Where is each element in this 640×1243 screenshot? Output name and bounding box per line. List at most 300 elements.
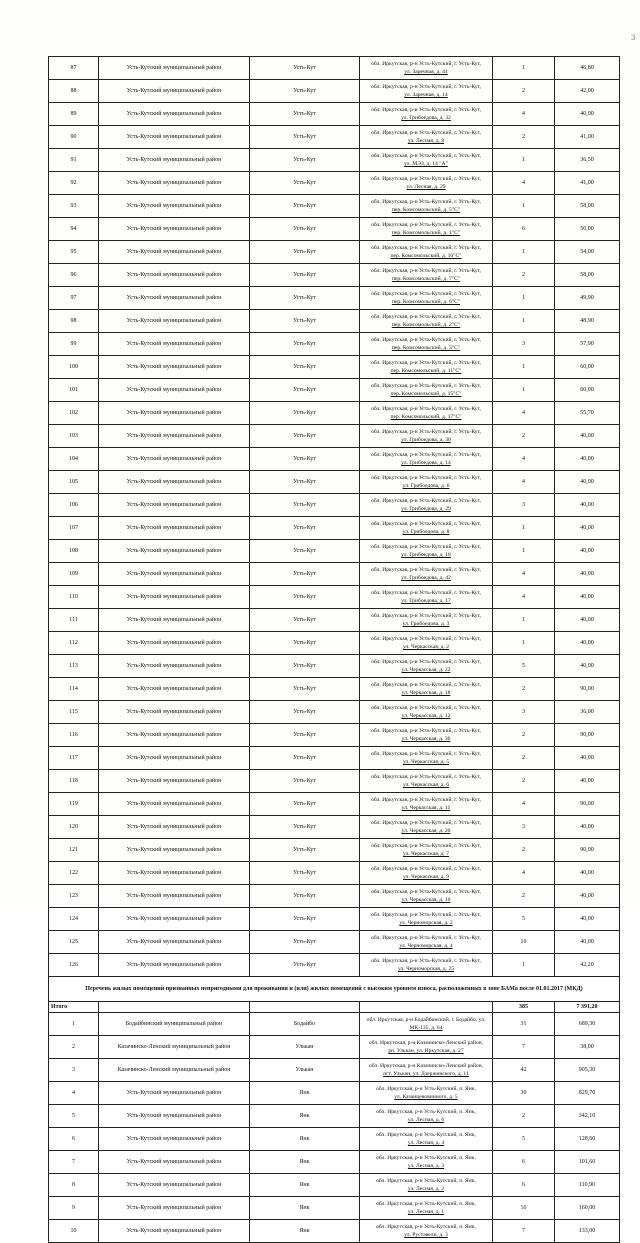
total-area: 7 391,20 [555, 1002, 620, 1013]
address-line: обл. Иркутская, р-н Бодайбинский, г. Бодайбо, ул. [366, 1017, 486, 1023]
district-cell: Усть-Кутский муниципальный район [99, 540, 250, 563]
residents-count-cell: 4 [493, 103, 555, 126]
address-line: обл. Иркутская, р-н Усть-Кутский, г. Усть-Кут, [371, 774, 481, 780]
total-empty-cell [360, 1002, 493, 1013]
locality-cell: Янк [250, 1082, 360, 1105]
table-row [49, 954, 620, 977]
address-line: обл. Иркутская, р-н Усть-Кутский, г. Усть-Кут, [371, 153, 481, 159]
row-number: 97 [49, 287, 99, 310]
locality-cell: Усть-Кут [250, 310, 360, 333]
locality-cell: Янк [250, 1220, 360, 1243]
address-line: обл. Иркутская, р-н Усть-Кутский, г. Усть-Кут, [371, 843, 481, 849]
address-cell [360, 1197, 493, 1220]
registry-section-block [49, 977, 620, 1013]
address-street: МК-135, д. 64 [409, 1025, 443, 1031]
residents-count-cell: 1 [493, 149, 555, 172]
address-line: обл. Иркутская, р-н Казачинско-Ленский район, [368, 1040, 484, 1046]
address-street: ул. Казанцевовинного, д. 5 [394, 1094, 458, 1100]
area-cell: 40,00 [555, 517, 620, 540]
address-line: обл. Иркутская, р-н Усть-Кутский, г. Усть-Кут, [371, 360, 481, 366]
locality-cell: Усть-Кут [250, 540, 360, 563]
area-cell: 40,00 [555, 885, 620, 908]
residents-count-cell: 3 [493, 333, 555, 356]
address-line: обл. Иркутская, р-н Усть-Кутский, г. Усть-Кут, [371, 521, 481, 527]
row-number: 4 [49, 1082, 99, 1105]
residents-count-cell: 6 [493, 218, 555, 241]
residents-count-cell: 4 [493, 862, 555, 885]
table-row [49, 747, 620, 770]
table-row [49, 931, 620, 954]
area-cell: 58,00 [555, 264, 620, 287]
area-cell: 40,00 [555, 540, 620, 563]
area-cell: 40,00 [555, 862, 620, 885]
area-cell: 40,00 [555, 816, 620, 839]
row-number: 96 [49, 264, 99, 287]
table-row [49, 770, 620, 793]
address-line: обл. Иркутская, р-н Усть-Кутский, г. Усть-Кут, [371, 797, 481, 803]
locality-cell: Усть-Кут [250, 563, 360, 586]
row-number: 111 [49, 609, 99, 632]
address-cell [360, 310, 493, 333]
address-cell [360, 770, 493, 793]
address-line: обл. Иркутская, р-н Усть-Кутский, п. Янк, [376, 1201, 476, 1207]
area-cell: 342,10 [555, 1105, 620, 1128]
district-cell: Усть-Кутский муниципальный район [99, 609, 250, 632]
district-cell: Усть-Кутский муниципальный район [99, 586, 250, 609]
locality-cell: Усть-Кут [250, 839, 360, 862]
area-cell: 36,50 [555, 149, 620, 172]
residents-count-cell: 2 [493, 425, 555, 448]
residents-count-cell: 1 [493, 310, 555, 333]
address-street: ул. Грибоедова, д. 17 [401, 598, 451, 604]
district-cell: Усть-Кутский муниципальный район [99, 770, 250, 793]
district-cell: Усть-Кутский муниципальный район [99, 448, 250, 471]
address-cell [360, 701, 493, 724]
residents-count-cell: 7 [493, 1036, 555, 1059]
address-cell [360, 241, 493, 264]
table-row [49, 103, 620, 126]
district-cell: Усть-Кутский муниципальный район [99, 149, 250, 172]
address-cell [360, 931, 493, 954]
residents-count-cell: 1 [493, 632, 555, 655]
district-cell: Усть-Кутский муниципальный район [99, 885, 250, 908]
table-row [49, 402, 620, 425]
address-street: пер. Комсомольский, д. 7"С" [391, 276, 461, 282]
table-row [49, 333, 620, 356]
table-row [49, 195, 620, 218]
address-line: обл. Иркутская, р-н Усть-Кутский, п. Янк, [376, 1155, 476, 1161]
address-line: обл. Иркутская, р-н Усть-Кутский, г. Усть-Кут, [371, 245, 481, 251]
table-row [49, 80, 620, 103]
row-number: 91 [49, 149, 99, 172]
row-number: 105 [49, 471, 99, 494]
table-row [49, 1220, 620, 1243]
row-number: 113 [49, 655, 99, 678]
locality-cell: Усть-Кут [250, 609, 360, 632]
table-row [49, 356, 620, 379]
locality-cell: Улькан [250, 1036, 360, 1059]
address-cell [360, 1013, 493, 1036]
table-row [49, 149, 620, 172]
address-street: ул. Черкасская, д. 10 [401, 897, 451, 903]
address-street: ул. Заречная, д. 14 [404, 92, 448, 98]
total-empty-cell [250, 1002, 360, 1013]
residents-count-cell: 42 [493, 1059, 555, 1082]
address-street: ул. Черкасская, д. 7 [402, 851, 450, 857]
area-cell: 829,70 [555, 1082, 620, 1105]
table-row [49, 701, 620, 724]
residents-count-cell: 10 [493, 931, 555, 954]
address-line: обл. Иркутская, р-н Усть-Кутский, п. Янк, [376, 1178, 476, 1184]
locality-cell: Усть-Кут [250, 149, 360, 172]
locality-cell: Янк [250, 1128, 360, 1151]
row-number: 90 [49, 126, 99, 149]
row-number: 101 [49, 379, 99, 402]
locality-cell: Усть-Кут [250, 287, 360, 310]
row-number: 9 [49, 1197, 99, 1220]
address-cell [360, 839, 493, 862]
locality-cell: Усть-Кут [250, 632, 360, 655]
table-row [49, 816, 620, 839]
table-row [49, 494, 620, 517]
district-cell: Усть-Кутский муниципальный район [99, 57, 250, 80]
row-number: 112 [49, 632, 99, 655]
row-number: 116 [49, 724, 99, 747]
district-cell: Усть-Кутский муниципальный район [99, 379, 250, 402]
locality-cell: Усть-Кут [250, 678, 360, 701]
area-cell: 40,00 [555, 103, 620, 126]
locality-cell: Усть-Кут [250, 425, 360, 448]
table-row [49, 471, 620, 494]
address-line: обл. Иркутская, р-н Усть-Кутский, г. Усть-Кут, [371, 820, 481, 826]
row-number: 102 [49, 402, 99, 425]
address-line: обл. Иркутская, р-н Усть-Кутский, г. Усть-Кут, [371, 728, 481, 734]
table-row [49, 425, 620, 448]
residents-count-cell: 1 [493, 57, 555, 80]
residents-count-cell: 2 [493, 126, 555, 149]
locality-cell: Усть-Кут [250, 172, 360, 195]
address-street: пер. Комсомольский, д. 2"С" [391, 322, 461, 328]
table-row [49, 310, 620, 333]
housing-registry-table [48, 56, 620, 1243]
row-number: 124 [49, 908, 99, 931]
district-cell: Усть-Кутский муниципальный район [99, 563, 250, 586]
section-heading-row [49, 977, 620, 1002]
address-street: ул. Грибоедова, д. 6 [402, 483, 450, 489]
row-number: 98 [49, 310, 99, 333]
address-street: пер. Комсомольский, д. 1"С" [391, 230, 461, 236]
address-line: обл. Иркутская, р-н Усть-Кутский, г. Усть-Кут, [371, 337, 481, 343]
area-cell: 160,00 [555, 1197, 620, 1220]
address-line: обл. Иркутская, р-н Усть-Кутский, г. Усть-Кут, [371, 613, 481, 619]
address-street: пер. Комсомольский, д. 17"С" [390, 414, 462, 420]
address-line: обл. Иркутская, р-н Усть-Кутский, г. Усть-Кут, [371, 130, 481, 136]
address-line: обл. Иркутская, р-н Усть-Кутский, г. Усть-Кут, [371, 866, 481, 872]
locality-cell: Бодайбо [250, 1013, 360, 1036]
district-cell: Усть-Кутский муниципальный район [99, 287, 250, 310]
row-number: 122 [49, 862, 99, 885]
address-cell [360, 103, 493, 126]
address-street: ул. Черкасская, д. 36 [401, 736, 451, 742]
table-row [49, 1036, 620, 1059]
address-street: ул. Руставели, д. 3 [404, 1232, 448, 1238]
address-line: обл. Иркутская, р-н Усть-Кутский, г. Усть-Кут, [371, 912, 481, 918]
row-number: 5 [49, 1105, 99, 1128]
row-number: 126 [49, 954, 99, 977]
district-cell: Усть-Кутский муниципальный район [99, 701, 250, 724]
area-cell: 60,00 [555, 379, 620, 402]
locality-cell: Усть-Кут [250, 195, 360, 218]
address-cell [360, 149, 493, 172]
area-cell: 60,00 [555, 356, 620, 379]
table-row [49, 609, 620, 632]
row-number: 6 [49, 1128, 99, 1151]
address-street: ул. Грибоедова, д. 8 [402, 529, 450, 535]
row-number: 103 [49, 425, 99, 448]
address-cell [360, 57, 493, 80]
area-cell: 36,00 [555, 701, 620, 724]
table-row [49, 586, 620, 609]
address-cell [360, 1059, 493, 1082]
address-street: ул. Лесная, д. 29 [406, 184, 446, 190]
district-cell: Усть-Кутский муниципальный район [99, 333, 250, 356]
address-cell [360, 264, 493, 287]
address-line: обл. Иркутская, р-н Усть-Кутский, г. Усть-Кут, [371, 268, 481, 274]
address-street: ул. Грибоедова, д. 18 [401, 552, 451, 558]
address-line: обл. Иркутская, р-н Усть-Кутский, г. Усть-Кут, [371, 61, 481, 67]
area-cell: 40,00 [555, 908, 620, 931]
locality-cell: Усть-Кут [250, 448, 360, 471]
table-row [49, 563, 620, 586]
locality-cell: Усть-Кут [250, 908, 360, 931]
total-empty-cell [99, 1002, 250, 1013]
address-street: ул. Черкасская, д. 12 [401, 713, 451, 719]
area-cell: 40,00 [555, 425, 620, 448]
table-row [49, 1059, 620, 1082]
row-number: 8 [49, 1174, 99, 1197]
residents-count-cell: 10 [493, 1197, 555, 1220]
residents-count-cell: 2 [493, 1105, 555, 1128]
area-cell: 101,60 [555, 1151, 620, 1174]
district-cell: Усть-Кутский муниципальный район [99, 264, 250, 287]
area-cell: 133,00 [555, 1220, 620, 1243]
area-cell: 90,00 [555, 793, 620, 816]
locality-cell: Усть-Кут [250, 356, 360, 379]
residents-count-cell: 4 [493, 586, 555, 609]
residents-count-cell: 1 [493, 609, 555, 632]
locality-cell: Усть-Кут [250, 494, 360, 517]
address-line: обл. Иркутская, р-н Усть-Кутский, г. Усть-Кут, [371, 498, 481, 504]
district-cell: Усть-Кутский муниципальный район [99, 80, 250, 103]
section-heading: Перечень жилых помещений признанных непригодными для проживания и (или) жилых помещений с высоким уровнем износа, расположенных в зоне БАМа после 01.01.2017 (МКД) [49, 977, 620, 1002]
district-cell: Усть-Кутский муниципальный район [99, 218, 250, 241]
row-number: 125 [49, 931, 99, 954]
district-cell: Усть-Кутский муниципальный район [99, 839, 250, 862]
residents-count-cell: 6 [493, 1151, 555, 1174]
area-cell: 110,90 [555, 1174, 620, 1197]
address-line: обл. Иркутская, р-н Усть-Кутский, г. Усть-Кут, [371, 475, 481, 481]
row-number: 108 [49, 540, 99, 563]
table-row [49, 517, 620, 540]
address-street: ул. Грибоедова, д. 3 [402, 621, 450, 627]
table-row [49, 287, 620, 310]
address-cell [360, 1105, 493, 1128]
address-street: ул. Черкасская, д. 18 [401, 690, 451, 696]
address-line: обл. Иркутская, р-н Усть-Кутский, г. Усть-Кут, [371, 590, 481, 596]
address-street: ул. Грибоедова, д. 32 [401, 115, 451, 121]
address-cell [360, 540, 493, 563]
row-number: 10 [49, 1220, 99, 1243]
address-cell [360, 425, 493, 448]
address-cell [360, 379, 493, 402]
table-row [49, 655, 620, 678]
address-cell [360, 678, 493, 701]
row-number: 118 [49, 770, 99, 793]
row-number: 1 [49, 1013, 99, 1036]
district-cell: Усть-Кутский муниципальный район [99, 908, 250, 931]
address-line: обл. Иркутская, р-н Усть-Кутский, г. Усть-Кут, [371, 107, 481, 113]
address-line: обл. Иркутская, р-н Усть-Кутский, г. Усть-Кут, [371, 429, 481, 435]
row-number: 89 [49, 103, 99, 126]
address-line: обл. Иркутская, р-н Казачинско-Ленский район, [368, 1063, 484, 1069]
residents-count-cell: 2 [493, 885, 555, 908]
residents-count-cell: 2 [493, 839, 555, 862]
address-street: ул. Лесная, д. 6 [407, 1117, 445, 1123]
residents-count-cell: 2 [493, 724, 555, 747]
residents-count-cell: 4 [493, 172, 555, 195]
area-cell: 40,00 [555, 770, 620, 793]
address-cell [360, 172, 493, 195]
address-cell [360, 954, 493, 977]
residents-count-cell: 4 [493, 448, 555, 471]
district-cell: Усть-Кутский муниципальный район [99, 1105, 250, 1128]
residents-count-cell: 31 [493, 1013, 555, 1036]
total-count: 385 [493, 1002, 555, 1013]
address-street: ул. Лесная, д. 4 [407, 1140, 445, 1146]
area-cell: 40,00 [555, 931, 620, 954]
table-row [49, 1105, 620, 1128]
table-row [49, 1128, 620, 1151]
locality-cell: Усть-Кут [250, 333, 360, 356]
locality-cell: Усть-Кут [250, 816, 360, 839]
address-cell [360, 195, 493, 218]
address-line: обл. Иркутская, р-н Усть-Кутский, г. Усть-Кут, [371, 84, 481, 90]
district-cell: Усть-Кутский муниципальный район [99, 655, 250, 678]
address-street: ул. Грибоедова, д. 42 [401, 575, 451, 581]
address-line: обл. Иркутская, р-н Усть-Кутский, г. Усть-Кут, [371, 659, 481, 665]
address-line: обл. Иркутская, р-н Усть-Кутский, г. Усть-Кут, [371, 567, 481, 573]
area-cell: 54,00 [555, 241, 620, 264]
address-cell [360, 563, 493, 586]
address-line: обл. Иркутская, р-н Усть-Кутский, г. Усть-Кут, [371, 751, 481, 757]
residents-count-cell: 1 [493, 540, 555, 563]
district-cell: Усть-Кутский муниципальный район [99, 195, 250, 218]
address-cell [360, 1036, 493, 1059]
area-cell: 128,60 [555, 1128, 620, 1151]
table-row [49, 1013, 620, 1036]
residents-count-cell: 2 [493, 678, 555, 701]
row-number: 119 [49, 793, 99, 816]
residents-count-cell: 1 [493, 954, 555, 977]
district-cell: Усть-Кутский муниципальный район [99, 1128, 250, 1151]
locality-cell: Янк [250, 1197, 360, 1220]
address-cell [360, 1082, 493, 1105]
address-street: ул. Лесная, д. 3 [407, 1163, 445, 1169]
row-number: 99 [49, 333, 99, 356]
address-cell [360, 632, 493, 655]
residents-count-cell: 5 [493, 908, 555, 931]
address-line: обл. Иркутская, р-н Усть-Кутский, п. Янк, [376, 1224, 476, 1230]
margin-mark: 3 [631, 34, 636, 42]
district-cell: Усть-Кутский муниципальный район [99, 517, 250, 540]
locality-cell: Усть-Кут [250, 264, 360, 287]
table-row [49, 1151, 620, 1174]
area-cell: 40,00 [555, 747, 620, 770]
table-row [49, 241, 620, 264]
registry-rows-part-b [49, 1013, 620, 1243]
table-row [49, 885, 620, 908]
locality-cell: Усть-Кут [250, 931, 360, 954]
locality-cell: Усть-Кут [250, 241, 360, 264]
address-cell [360, 908, 493, 931]
area-cell: 40,00 [555, 632, 620, 655]
area-cell: 905,30 [555, 1059, 620, 1082]
address-cell [360, 793, 493, 816]
residents-count-cell: 1 [493, 517, 555, 540]
locality-cell: Усть-Кут [250, 885, 360, 908]
district-cell: Усть-Кутский муниципальный район [99, 1082, 250, 1105]
table-row [49, 678, 620, 701]
locality-cell: Усть-Кут [250, 402, 360, 425]
locality-cell: Усть-Кут [250, 57, 360, 80]
district-cell: Усть-Кутский муниципальный район [99, 425, 250, 448]
locality-cell: Усть-Кут [250, 701, 360, 724]
address-cell [360, 356, 493, 379]
residents-count-cell: 1 [493, 241, 555, 264]
area-cell: 41,00 [555, 126, 620, 149]
table-row [49, 1082, 620, 1105]
table-row [49, 1197, 620, 1220]
address-street: ул. Черноморская, д. 25 [397, 966, 455, 972]
table-row [49, 172, 620, 195]
residents-count-cell: 3 [493, 701, 555, 724]
district-cell: Усть-Кутский муниципальный район [99, 724, 250, 747]
locality-cell: Усть-Кут [250, 471, 360, 494]
row-number: 106 [49, 494, 99, 517]
row-number: 100 [49, 356, 99, 379]
address-cell [360, 747, 493, 770]
address-street: пер. Комсомольский, д. 6"С" [391, 299, 461, 305]
row-number: 117 [49, 747, 99, 770]
locality-cell: Усть-Кут [250, 80, 360, 103]
address-street: ул. Лесная, д. 1 [407, 1209, 445, 1215]
residents-count-cell: 2 [493, 264, 555, 287]
locality-cell: Усть-Кут [250, 218, 360, 241]
area-cell: 48,90 [555, 310, 620, 333]
residents-count-cell: 1 [493, 356, 555, 379]
residents-count-cell: 4 [493, 793, 555, 816]
area-cell: 49,90 [555, 287, 620, 310]
row-number: 94 [49, 218, 99, 241]
row-number: 107 [49, 517, 99, 540]
area-cell: 57,90 [555, 333, 620, 356]
address-line: обл. Иркутская, р-н Усть-Кутский, г. Усть-Кут, [371, 176, 481, 182]
row-number: 2 [49, 1036, 99, 1059]
residents-count-cell: 4 [493, 402, 555, 425]
row-number: 7 [49, 1151, 99, 1174]
locality-cell: Усть-Кут [250, 517, 360, 540]
table-row [49, 632, 620, 655]
